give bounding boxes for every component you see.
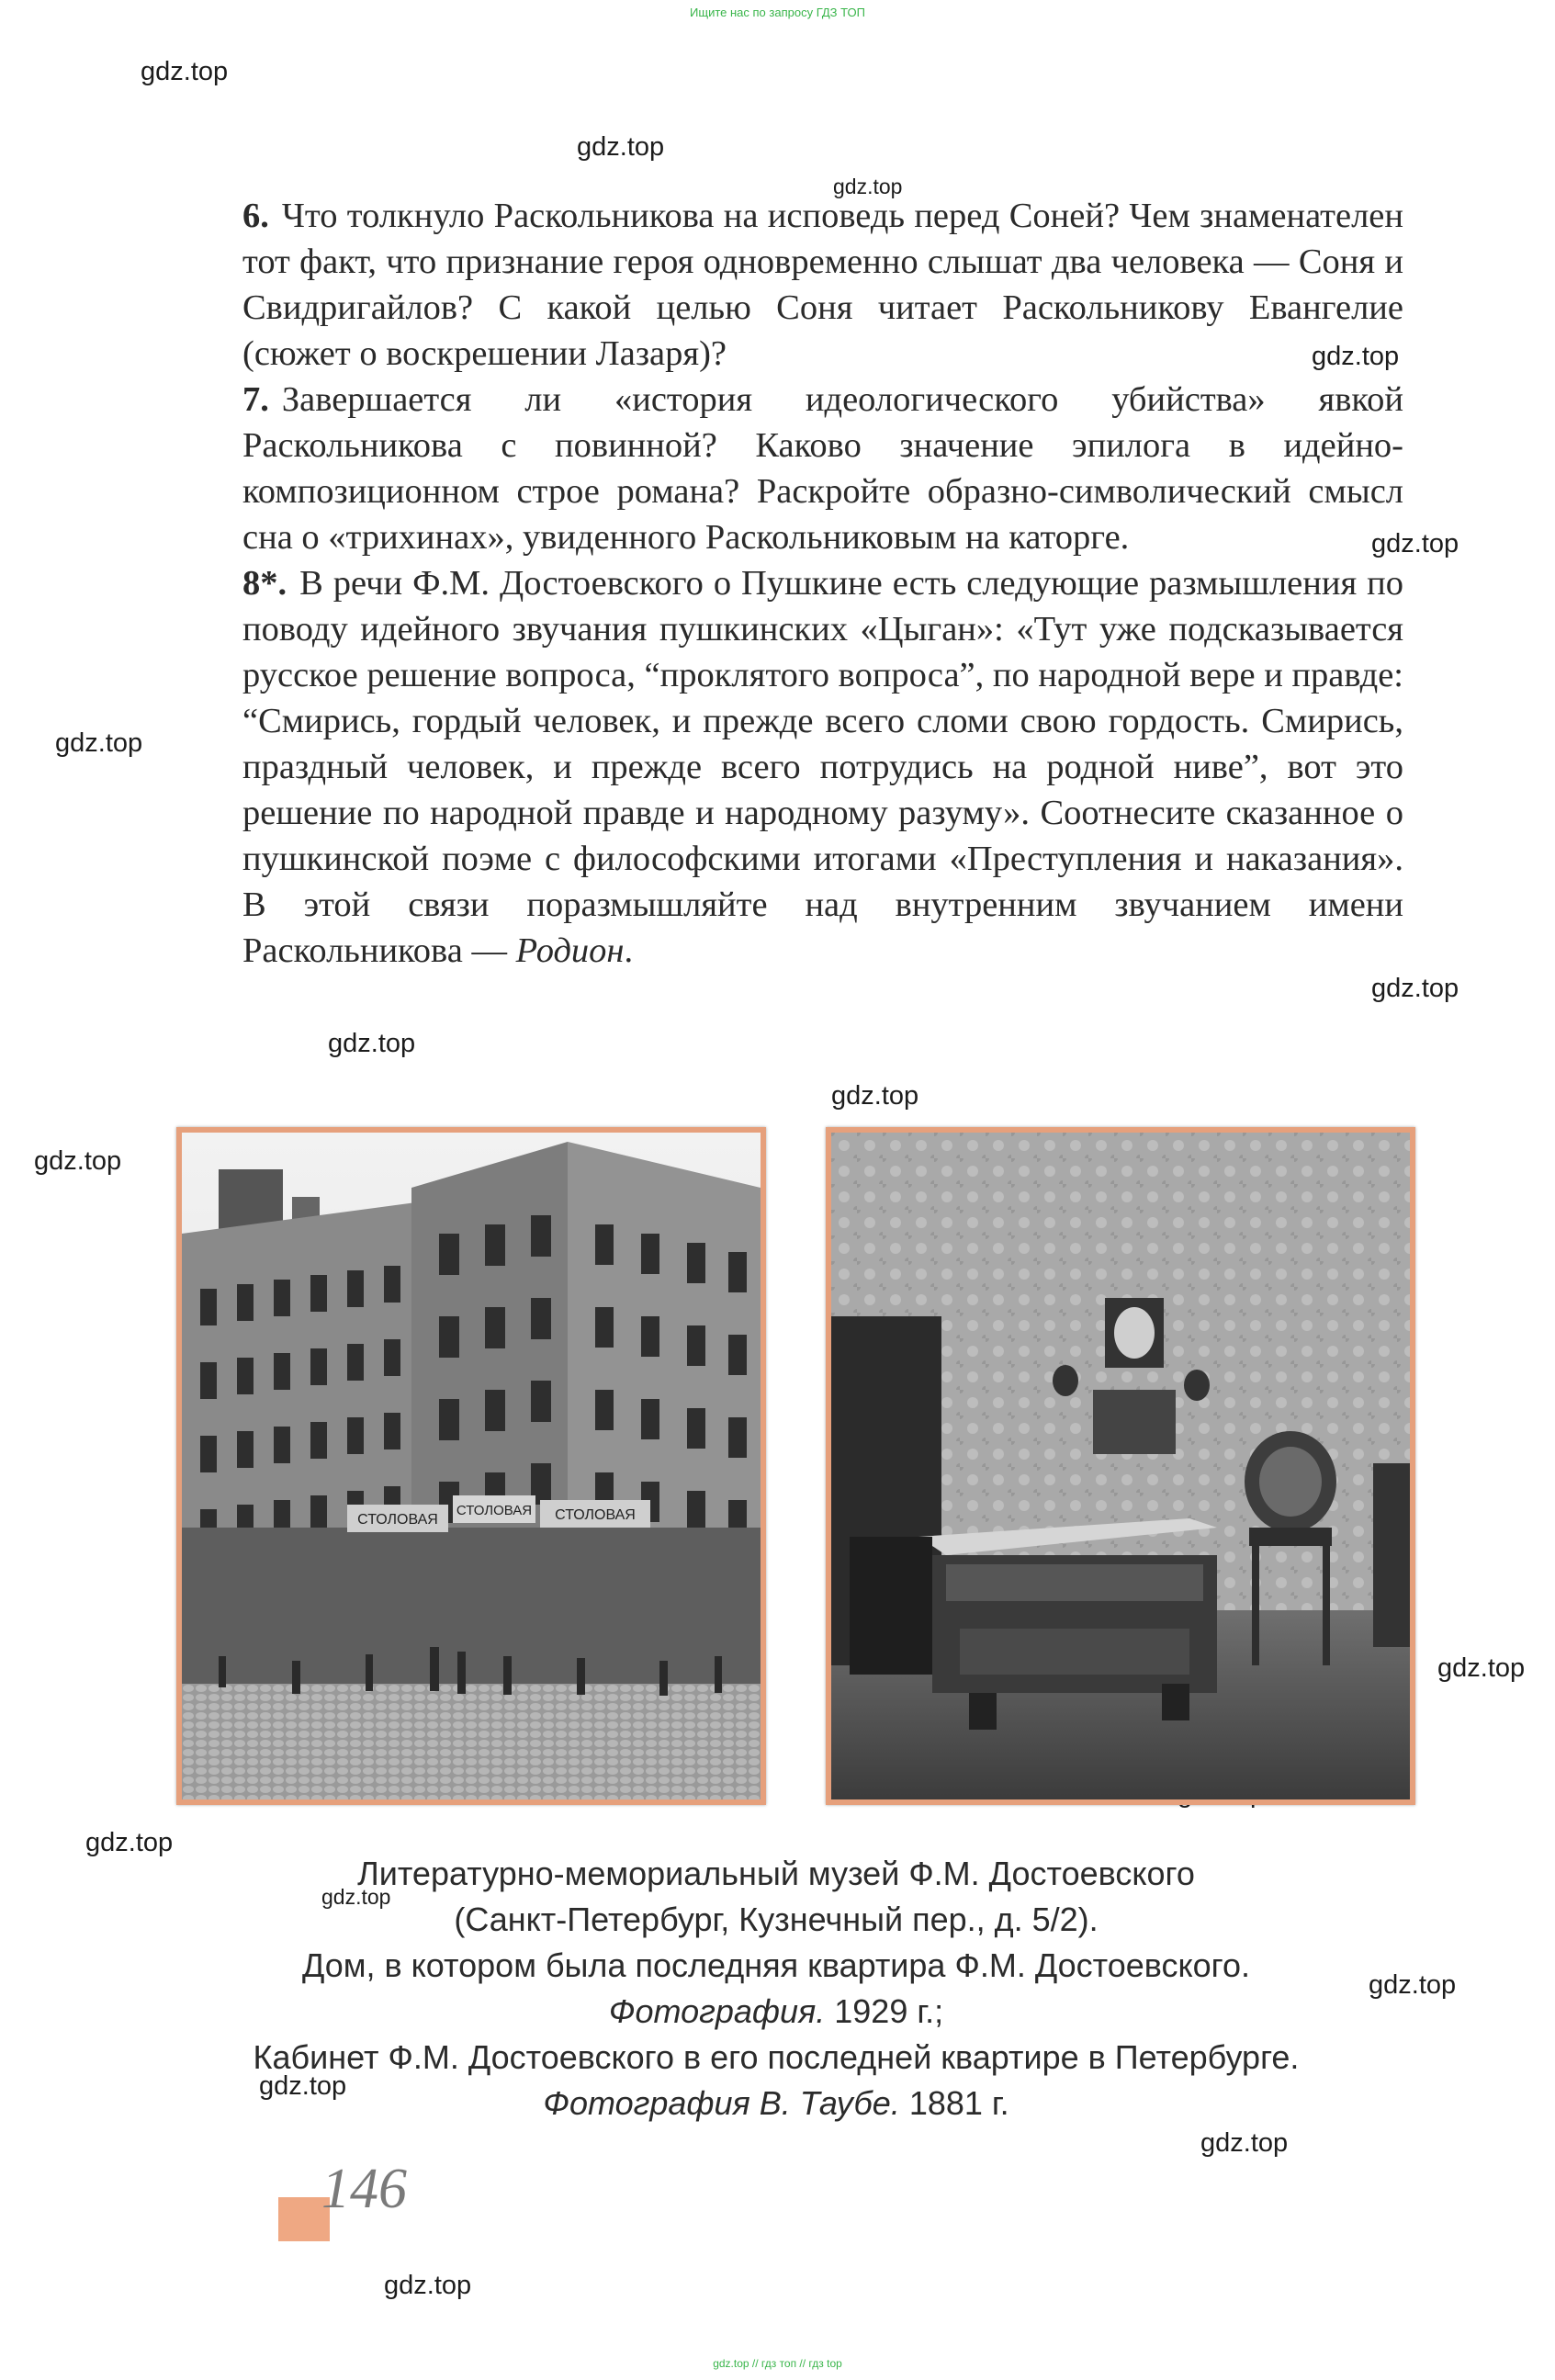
caption-text: 1929 г.; <box>825 1992 944 2030</box>
question-7 <box>242 377 1403 560</box>
watermark: gdz.top <box>831 1081 919 1111</box>
caption-line: Дом, в котором была последняя квартира Ф.М. Достоевского. <box>301 1946 1251 1984</box>
watermark: gdz.top <box>1371 974 1459 1003</box>
caption-italic: Фотография В. Таубе. <box>543 2084 900 2122</box>
watermark: gdz.top <box>85 1828 174 1857</box>
watermark: gdz.top <box>321 1885 391 1909</box>
watermark: gdz.top <box>384 2271 472 2300</box>
question-number: 6. <box>242 197 269 235</box>
photo-caption <box>110 1851 1442 2126</box>
question-number: 8*. <box>242 564 287 603</box>
watermark: gdz.top <box>259 2071 347 2101</box>
watermark: gdz.top <box>1312 342 1400 371</box>
watermark: gdz.top <box>1371 529 1459 558</box>
watermark: gdz.top <box>577 132 665 162</box>
caption-line: Кабинет Ф.М. Достоевского в его последней квартире в Петербурге. <box>253 2038 1300 2076</box>
questions-block <box>242 193 1403 974</box>
bottom-banner: gdz.top // гдз топ // гдз top <box>713 2357 842 2370</box>
question-end: . <box>624 931 634 970</box>
study-photo <box>826 1127 1415 1805</box>
watermark: gdz.top <box>1200 2128 1289 2158</box>
watermark: gdz.top <box>833 175 903 198</box>
watermark: gdz.top <box>141 57 229 86</box>
question-text: В речи Ф.М. Достоевского о Пушкине есть следующие размышления по поводу идейного звучания пушкинских «Цыган»: «Тут уже подсказывается русское решение вопроса, “проклятого вопроса”, по народной вере и правде: “Смирись, гордый человек, и прежде всего сломи свою гордость. Смирись, праздный человек, и прежде всего потрудись на родной ниве”, вот это решение по народной правде и народному разуму». Соотнесите сказанное о пушкинской поэме с философскими итогами «Преступления и наказания». В этой связи поразмышляйте над внутренним звучанием имени Раскольникова — <box>242 564 1403 970</box>
caption-italic: Фотография. <box>608 1992 826 2030</box>
watermark: gdz.top <box>1437 1653 1526 1683</box>
caption-line: Литературно-мемориальный музей Ф.М. Достоевского <box>357 1855 1195 1892</box>
building-photo <box>176 1127 766 1805</box>
question-text: Что толкнуло Раскольникова на исповедь перед Соней? Чем знаменателен тот факт, что признание героя одновременно слышат два человека — Соня и Свидригайлов? С какой целью Соня читает Раскольникову Евангелие (сюжет о воскрешении Лазаря)? <box>242 197 1403 373</box>
building-photo-image <box>182 1133 761 1799</box>
caption-line: (Санкт-Петербург, Кузнечный пер., д. 5/2). <box>454 1901 1099 1938</box>
watermark: gdz.top <box>55 728 143 758</box>
caption-line <box>110 1989 1442 2035</box>
page-number: 146 <box>321 2158 407 2220</box>
top-banner: Ищите нас по запросу ГДЗ ТОП <box>690 6 865 19</box>
question-number: 7. <box>242 380 269 419</box>
watermark: gdz.top <box>328 1029 416 1058</box>
building-sign: СТОЛОВАЯ <box>456 1503 533 1518</box>
watermark: gdz.top <box>1369 1970 1457 2000</box>
caption-line <box>110 2081 1442 2126</box>
study-photo-image <box>831 1133 1410 1799</box>
question-6 <box>242 193 1403 377</box>
question-italic-name: Родион <box>515 931 625 970</box>
building-sign: СТОЛОВАЯ <box>357 1512 438 1528</box>
question-8 <box>242 560 1403 974</box>
building-sign: СТОЛОВАЯ <box>555 1507 636 1523</box>
question-text: Завершается ли «история идеологического убийства» явкой Раскольникова с повинной? Каково значение эпилога в идейно-композиционном строе романа? Раскройте образно-символический смысл сна о «трихинах», увиденного Раскольниковым на каторге. <box>242 380 1403 557</box>
watermark: gdz.top <box>34 1146 122 1176</box>
caption-text: 1881 г. <box>899 2084 1009 2122</box>
